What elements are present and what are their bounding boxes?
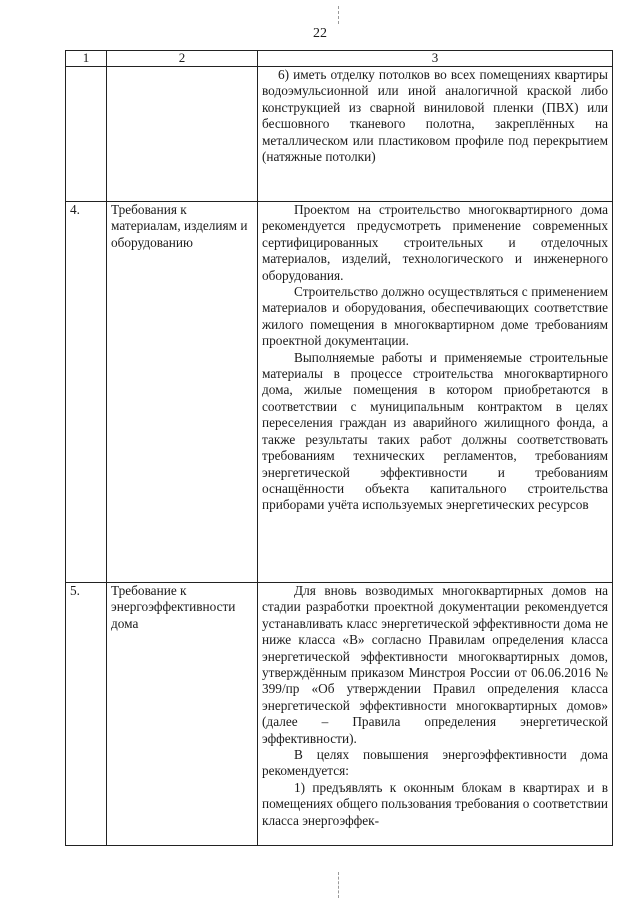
table-row	[66, 202, 613, 583]
paragraph: В целях повышения энергоэффективности дома рекомендуется:	[262, 747, 608, 779]
column-header: 1	[66, 51, 107, 67]
table-row	[66, 67, 613, 202]
paragraph: Проектом на строительство многоквартирного дома рекомендуется предусмотреть применение современных сертифицированных строительных и отделочных материалов, изделий, технологического и инженерного оборудования.	[262, 202, 608, 283]
requirements-table	[65, 50, 613, 846]
page-number: 22	[313, 26, 327, 41]
column-header: 2	[107, 51, 258, 67]
requirement-description	[258, 202, 613, 583]
requirement-name	[107, 67, 258, 202]
column-header: 3	[258, 51, 613, 67]
row-number: 5.	[66, 583, 107, 846]
paragraph: Строительство должно осуществляться с применением материалов и оборудования, обеспечивающих соответствие жилого помещения в многоквартирном доме требованиям проектной документации.	[262, 284, 608, 349]
paragraph: 1) предъявлять к оконным блокам в квартирах и в помещениях общего пользования требования о соответствии класса энергоэффек-	[262, 779, 608, 828]
requirement-name: Требование к энергоэффективности дома	[107, 583, 258, 846]
binding-mark-bottom	[338, 872, 340, 898]
requirement-name: Требования к материалам, изделиям и оборудованию	[107, 202, 258, 583]
paragraph: 6) иметь отделку потолков во всех помещениях квартиры водоэмульсионной или иной аналогичной краской либо конструкцией из сварной виниловой пленки (ПВХ) или бесшовного тканевого полотна, закреплённых на металлическом или пластиковом профиле под перекрытием (натяжные потолки)	[262, 67, 608, 165]
paragraph: Для вновь возводимых многоквартирных домов на стадии разработки проектной документации рекомендуется устанавливать класс энергетической эффективности дома не ниже класса «В» согласно Правилам определения класса энергетической эффективности многоквартирных домов, утверждённым приказом Минстроя России от 06.06.2016 № 399/пр «Об утверждении Правил определения класса энергетической эффективности многоквартирных домов» (далее – Правила определения энергетической эффективности).	[262, 583, 608, 746]
paragraph: Выполняемые работы и применяемые строительные материалы в процессе строительства многоквартирного дома, жилые помещения в котором приобретаются в соответствии с муниципальным контрактом в целях переселения граждан из аварийного жилищного фонда, а также результаты таких работ должны соответствовать требованиям технических регламентов, требованиям энергетической эффективности и требованиям оснащённости объекта капитального строительства приборами учёта используемых энергетических ресурсов	[262, 349, 608, 513]
requirement-description	[258, 583, 613, 846]
row-number: 4.	[66, 202, 107, 583]
requirement-description	[258, 67, 613, 202]
table-row	[66, 583, 613, 846]
binding-mark-top	[338, 6, 340, 24]
table-header-row	[66, 51, 613, 67]
row-number	[66, 67, 107, 202]
